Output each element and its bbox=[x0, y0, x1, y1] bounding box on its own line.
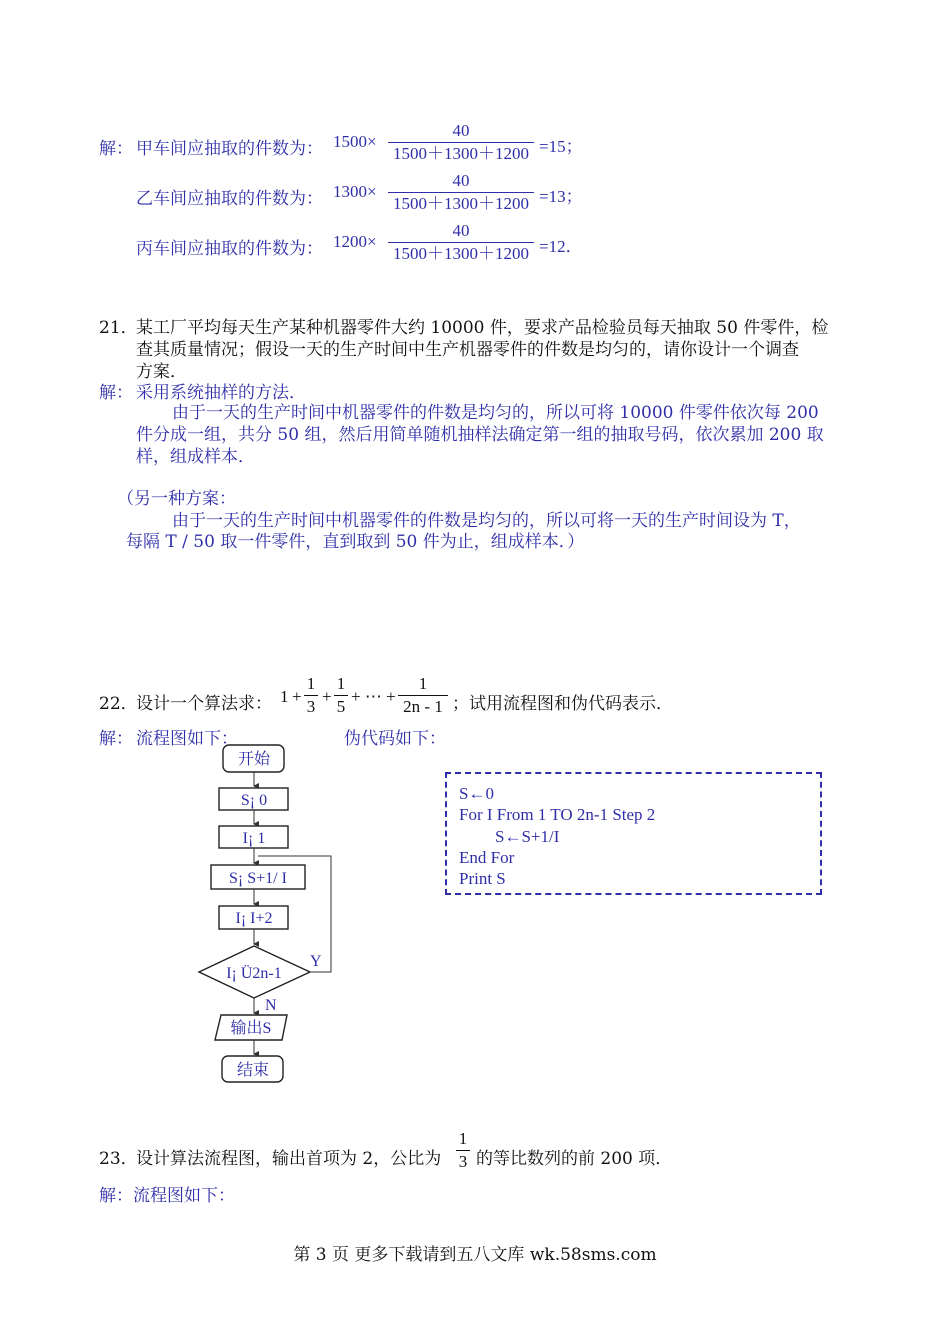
yes-label: Y bbox=[310, 953, 322, 970]
fraction-numerator: 40 bbox=[452, 221, 470, 240]
plus-sign: + bbox=[322, 687, 332, 706]
question-number: 22． bbox=[99, 694, 138, 714]
row-label: 乙车间应抽取的件数为： bbox=[136, 189, 323, 209]
fraction-numerator: 40 bbox=[452, 121, 470, 140]
page-footer: 第 3 页 更多下载请到五八文库 wk.58sms.com bbox=[293, 1245, 657, 1265]
row-label: 丙车间应抽取的件数为： bbox=[136, 239, 323, 259]
question-prompt: 设计一个算法求： bbox=[136, 694, 272, 714]
row-result: =15； bbox=[539, 137, 583, 156]
plus-sign: + bbox=[292, 687, 302, 706]
question-number: 23． bbox=[99, 1149, 138, 1169]
ratio-fraction bbox=[456, 1128, 470, 1173]
i-update-label: I¡ I+2 bbox=[235, 910, 273, 927]
code-line: S←S+1/I bbox=[495, 827, 560, 846]
row-result: =13； bbox=[539, 187, 583, 206]
row-multiplier: 1300× bbox=[333, 182, 377, 201]
fraction-denominator: 2n - 1 bbox=[403, 697, 443, 716]
s-init-label: S¡ 0 bbox=[240, 792, 268, 809]
question-tail: 的等比数列的前 200 项． bbox=[476, 1149, 673, 1169]
ellipsis: + ⋯ + bbox=[351, 687, 396, 706]
fraction-numerator: 40 bbox=[452, 171, 470, 190]
code-line: S←0 bbox=[459, 784, 494, 803]
code-line: For I From 1 TO 2n-1 Step 2 bbox=[459, 805, 656, 824]
row-multiplier: 1200× bbox=[333, 232, 377, 251]
fraction-numerator: 1 bbox=[306, 674, 316, 693]
flowchart bbox=[190, 740, 350, 1090]
answer-line: 件分成一组，共分 50 组，然后用简单随机抽样法确定第一组的抽取号码，依次累加 200 取 bbox=[136, 425, 824, 445]
fraction-numerator: 1 bbox=[336, 674, 346, 693]
fraction-denominator: 1500＋1300＋1200 bbox=[393, 244, 529, 263]
question-tail: ；试用流程图和伪代码表示． bbox=[452, 694, 673, 714]
flowchart-caption: 流程图如下： bbox=[136, 729, 238, 749]
question-prompt: 设计算法流程图，输出首项为 2，公比为 bbox=[136, 1149, 442, 1169]
question-line: 某工厂平均每天生产某种机器零件大约 10000 件，要求产品检验员每天抽取 50 件零件，检 bbox=[136, 318, 829, 338]
row-result: =12． bbox=[539, 237, 583, 256]
row-fraction bbox=[388, 170, 534, 215]
no-label: N bbox=[265, 997, 277, 1014]
series-first-term: 1 bbox=[280, 687, 289, 706]
row-label: 甲车间应抽取的件数为： bbox=[136, 139, 323, 159]
answer-line: 解：流程图如下： bbox=[99, 1186, 235, 1206]
fraction-denominator: 5 bbox=[336, 697, 346, 716]
answer-label: 解： bbox=[99, 383, 133, 403]
question-number: 21． bbox=[99, 318, 138, 338]
code-line: End For bbox=[459, 848, 515, 867]
answer-line: 采用系统抽样的方法． bbox=[136, 383, 306, 403]
series-fraction bbox=[398, 673, 448, 718]
fraction-denominator: 1500＋1300＋1200 bbox=[393, 144, 529, 163]
condition-label: I¡ Ü2n-1 bbox=[226, 965, 282, 982]
output-label: 输出S bbox=[230, 1020, 272, 1037]
fraction-numerator: 1 bbox=[418, 674, 428, 693]
start-label: 开始 bbox=[237, 751, 271, 768]
answer-label: 解： bbox=[99, 729, 133, 749]
end-label: 结束 bbox=[236, 1062, 270, 1079]
row-multiplier: 1500× bbox=[333, 132, 377, 151]
row-fraction bbox=[388, 220, 534, 265]
question-line: 查其质量情况；假设一天的生产时间中生产机器零件的件数是均匀的，请你设计一个调查 bbox=[136, 340, 799, 360]
answer-label: 解： bbox=[99, 139, 133, 159]
question-line: 方案． bbox=[136, 362, 187, 382]
fraction-denominator: 3 bbox=[458, 1152, 468, 1171]
pseudocode-box bbox=[445, 772, 822, 895]
series-fraction bbox=[334, 673, 348, 718]
s-update-label: S¡ S+1/ I bbox=[229, 870, 287, 887]
code-line: Print S bbox=[459, 869, 506, 888]
alt-line: 由于一天的生产时间中机器零件的件数是均匀的，所以可将一天的生产时间设为 T， bbox=[172, 511, 801, 531]
fraction-denominator: 1500＋1300＋1200 bbox=[393, 194, 529, 213]
answer-line: 由于一天的生产时间中机器零件的件数是均匀的，所以可将 10000 件零件依次每 200 bbox=[172, 403, 819, 423]
series-fraction bbox=[304, 673, 318, 718]
row-fraction bbox=[388, 120, 534, 165]
fraction-numerator: 1 bbox=[458, 1129, 468, 1148]
pseudocode-caption: 伪代码如下： bbox=[344, 729, 446, 749]
i-init-label: I¡ 1 bbox=[242, 830, 266, 847]
fraction-denominator: 3 bbox=[306, 697, 316, 716]
answer-line: 样，组成样本． bbox=[136, 447, 255, 467]
alt-line: （另一种方案： bbox=[117, 489, 236, 509]
alt-line: 每隔 T / 50 取一件零件，直到取到 50 件为止，组成样本．） bbox=[126, 532, 585, 552]
